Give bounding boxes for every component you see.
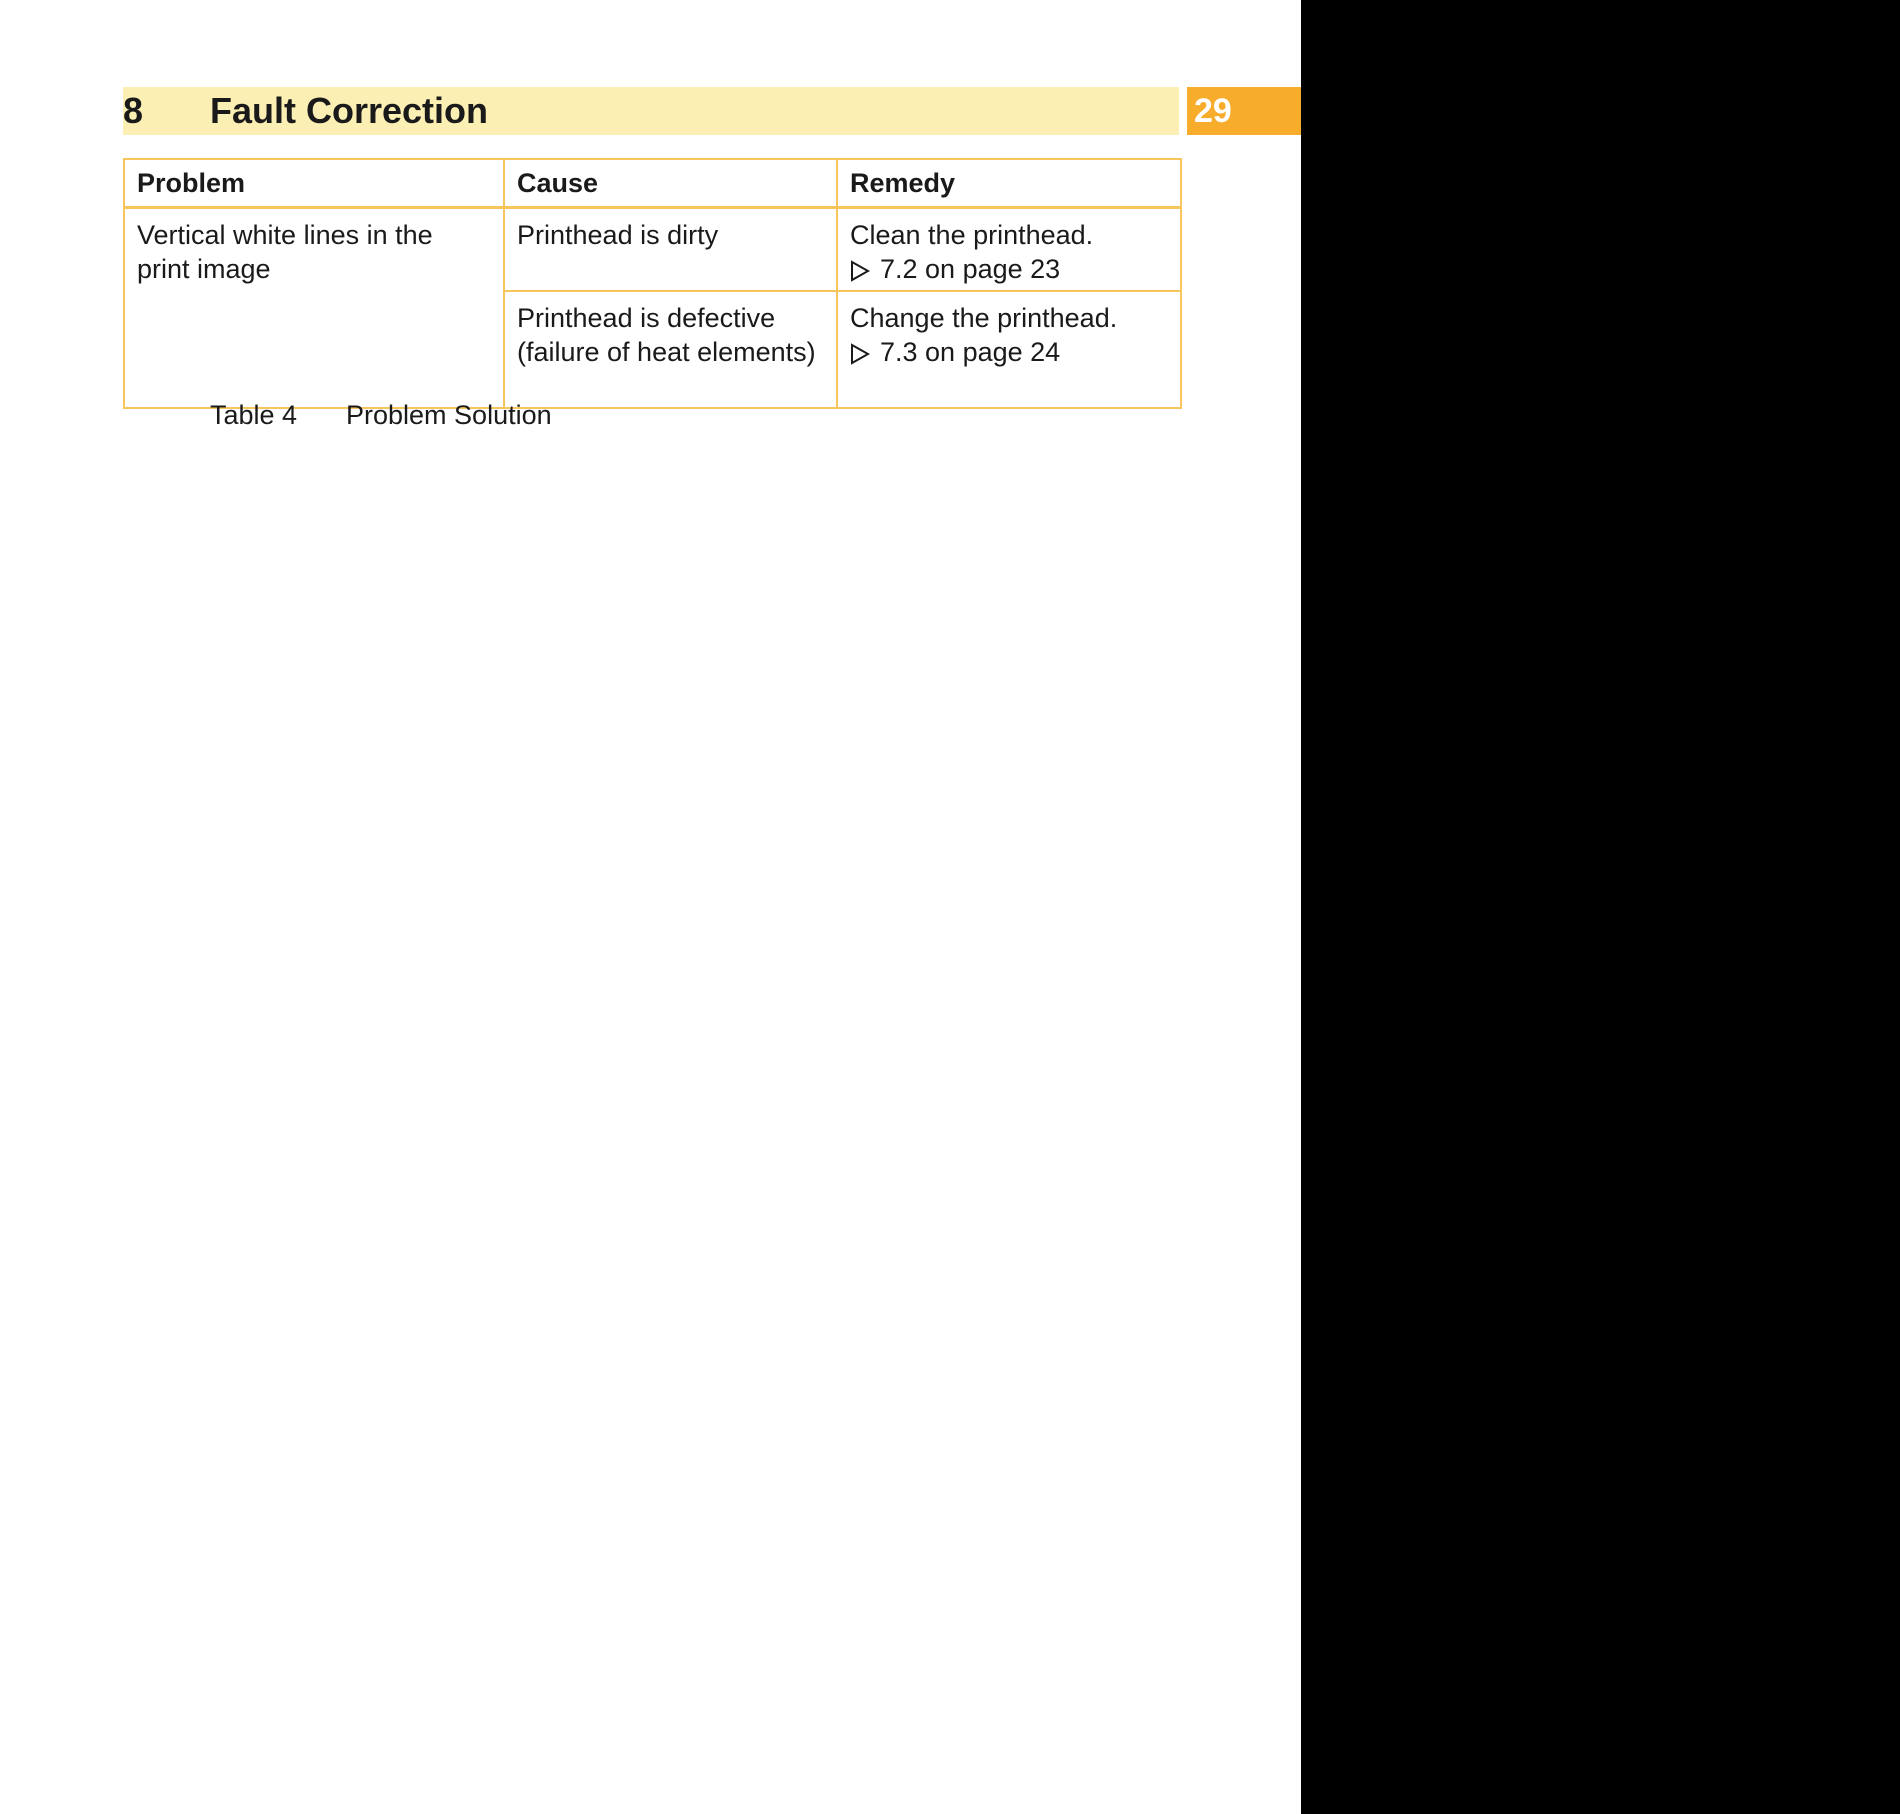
section-number: 8 [123,90,144,131]
remedy-cell [837,291,1181,408]
triangle-right-outline-icon [850,343,870,365]
remedy-cell [837,208,1181,292]
column-header-remedy: Remedy [837,159,1181,208]
problem-solution-table [123,158,1182,409]
cause-cell: Printhead is dirty [504,208,837,292]
column-header-problem: Problem [124,159,504,208]
black-margin [1301,0,1900,1814]
cross-reference-link[interactable] [850,335,1168,369]
table-caption-label: Table 4 [210,400,298,430]
cross-reference-text: 7.2 on page 23 [880,254,1061,284]
problem-cell: Vertical white lines in the print image [124,208,504,409]
remedy-text: Change the printhead. [850,303,1118,333]
section-title: Fault Correction [210,90,489,131]
cause-cell: Printhead is defective (failure of heat elements) [504,291,837,408]
page-number: 29 [1194,92,1232,130]
table-caption-text: Problem Solution [346,400,552,430]
cross-reference-text: 7.3 on page 24 [880,337,1061,367]
triangle-right-outline-icon [850,260,870,282]
remedy-text: Clean the printhead. [850,220,1094,250]
column-header-cause: Cause [504,159,837,208]
table-row [124,208,1181,292]
table-header-row [124,159,1181,208]
cross-reference-link[interactable] [850,252,1168,286]
